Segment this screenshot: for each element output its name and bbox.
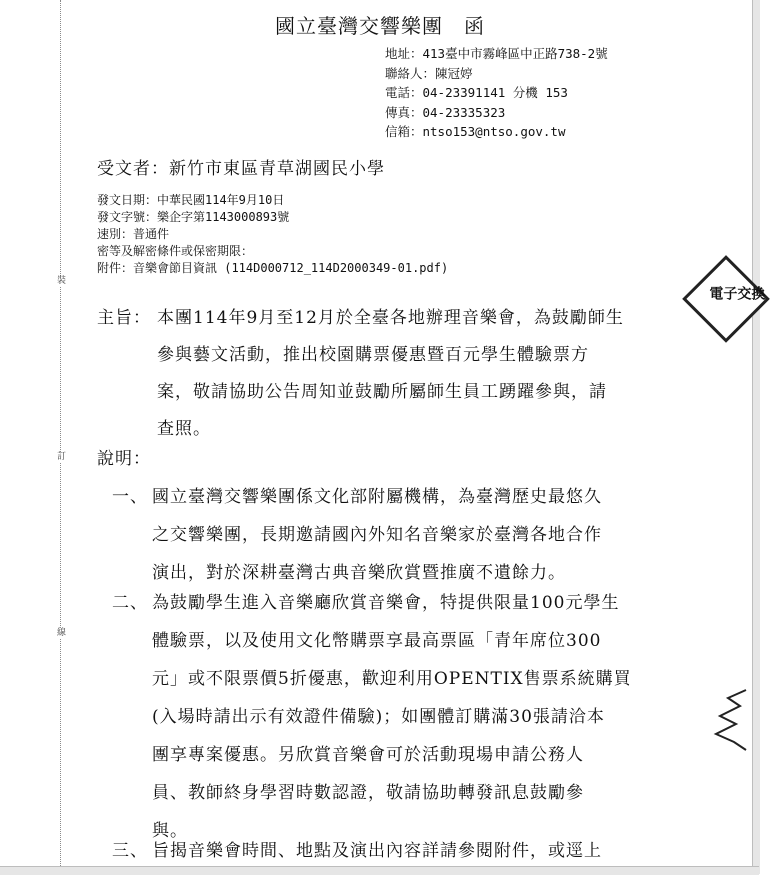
subject-line: 查照。: [157, 419, 211, 439]
item-line: 為鼓勵學生進入音樂廳欣賞音樂會，特提供限量100元學生: [152, 593, 620, 613]
contact-person-line: 聯絡人：陳冠婷: [385, 65, 473, 81]
secrecy-line: 密等及解密條件或保密期限：: [97, 244, 254, 258]
item-number: 三、: [112, 841, 148, 861]
meta-block: [97, 192, 448, 277]
explanation-item-3: [112, 832, 672, 870]
explanation-label: 說明：: [97, 449, 151, 469]
issue-date: 發文日期：中華民國114年9月10日: [97, 193, 285, 207]
binding-line: [60, 0, 61, 866]
document-number: 發文字號：樂企字第1143000893號: [97, 210, 290, 224]
item-line: 元」或不限票價5折優惠，歡迎利用OPENTIX售票系統購買: [152, 669, 632, 689]
subject-section: [97, 300, 677, 448]
item-line: 國立臺灣交響樂團係文化部附屬機構，為臺灣歷史最悠久: [152, 487, 602, 507]
item-number: 二、: [112, 593, 148, 613]
item-line: (入場時請出示有效證件備驗)；如團體訂購滿30張請洽本: [152, 707, 605, 727]
electronic-exchange-stamp: [675, 255, 777, 357]
item-line: 演出，對於深耕臺灣古典音樂欣賞暨推廣不遺餘力。: [152, 563, 566, 583]
item-line: 旨揭音樂會時間、地點及演出內容詳請參閱附件，或逕上: [152, 841, 602, 861]
item-line: 團享專案優惠。另欣賞音樂會可於活動現場申請公務人: [152, 745, 584, 765]
document-title: 國立臺灣交響樂團 函: [275, 14, 485, 38]
item-line: 體驗票，以及使用文化幣購票享最高票區「青年席位300: [152, 631, 602, 651]
item-line: 之交響樂團，長期邀請國內外知名音樂家於臺灣各地合作: [152, 525, 602, 545]
vertical-scrollbar[interactable]: [752, 0, 760, 874]
item-line: 與。: [152, 821, 188, 841]
explanation-item-1: [112, 478, 672, 592]
binding-mark-ding: 訂: [57, 452, 67, 462]
subject-label: 主旨：: [97, 308, 151, 328]
item-number: 一、: [112, 487, 148, 507]
email-line: 信箱：ntso153@ntso.gov.tw: [385, 124, 566, 139]
item-line: 員、教師終身學習時數認證，敬請協助轉發訊息鼓勵參: [152, 783, 584, 803]
fax-line: 傳真：04-23335323: [385, 104, 506, 120]
recipient-line: 受文者：新竹市東區青草湖國民小學: [97, 159, 385, 179]
phone-line: 電話：04-23391141 分機 153: [385, 85, 568, 100]
address-line: 地址：413臺中市霧峰區中正路738-2號: [385, 46, 608, 61]
stamp-text: 電子交換: [709, 286, 766, 303]
attachment-link[interactable]: 附件：音樂會節目資訊 (114D000712_114D2000349-01.pdf): [97, 261, 449, 275]
subject-line: 案，敬請協助公告周知並鼓勵所屬師生員工踴躍參與，請: [157, 382, 607, 402]
torn-edge-decoration: [706, 690, 746, 750]
binding-mark-xian: 線: [57, 628, 67, 638]
binding-mark-zhuang: 裝: [57, 276, 67, 286]
contact-block: [385, 44, 608, 142]
subject-line: 本團114年9月至12月於全臺各地辦理音樂會，為鼓勵師生: [157, 308, 624, 328]
explanation-item-2: [112, 584, 672, 850]
speed-class: 速別：普通件: [97, 227, 170, 241]
subject-line: 參與藝文活動，推出校園購票優惠暨百元學生體驗票方: [157, 345, 589, 365]
